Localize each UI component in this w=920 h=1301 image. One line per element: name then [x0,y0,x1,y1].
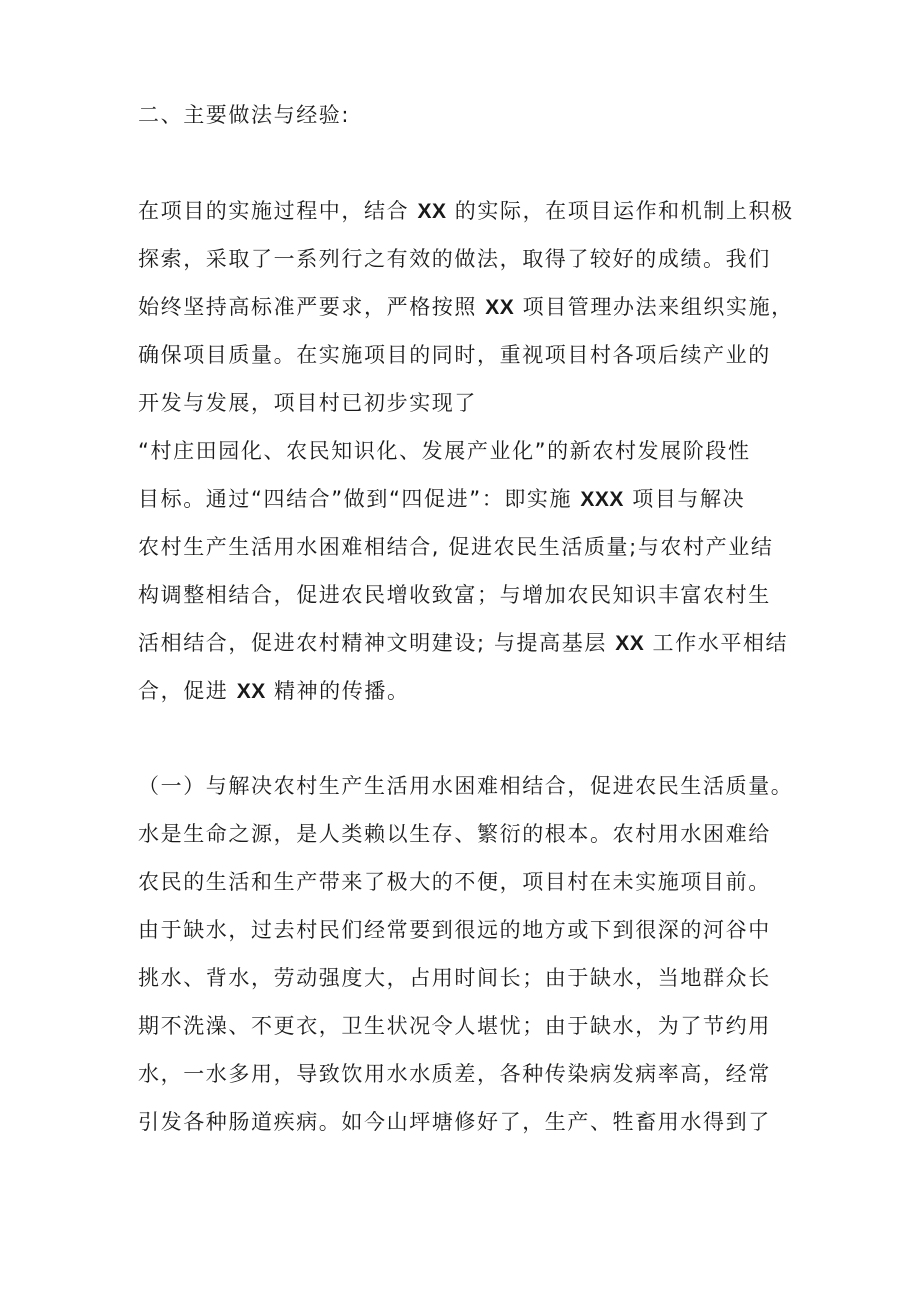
text-line: “村庄田园化、农民知识化、发展产业化”的新农村发展阶段性 [138,439,751,463]
section-heading: 二、主要做法与经验: [138,103,351,127]
text-line: 引发各种肠道疾病。如今山坪塘修好了，生产、牲畜用水得到了 [138,1110,771,1134]
text-line: 目标。通过“四结合”做到“四促进”：即实施 XXX 项目与解决 [138,487,746,511]
text-line: 水，一水多用，导致饮用水水质差，各种传染病发病率高，经常 [138,1062,771,1086]
text-line: 活相结合，促进农村精神文明建设; 与提高基层 XX 工作水平相结 [138,631,789,655]
text-line: 期不洗澡、不更衣，卫生状况令人堪忧；由于缺水，为了节约用 [138,1014,771,1038]
text-line: 构调整相结合，促进农民增收致富；与增加农民知识丰富农村生 [138,583,771,607]
text-line: 水是生命之源，是人类赖以生存、繁衍的根本。农村用水困难给 [138,822,771,846]
text-line: 始终坚持高标准严要求，严格按照 XX 项目管理办法来组织实施， [138,295,794,319]
text-line: 农民的生活和生产带来了极大的不便，项目村在未实施项目前。 [138,870,771,894]
text-line: 由于缺水，过去村民们经常要到很远的地方或下到很深的河谷中 [138,918,771,942]
text-line: 挑水、背水，劳动强度大，占用时间长；由于缺水，当地群众长 [138,966,771,990]
text-line: 在项目的实施过程中，结合 XX 的实际，在项目运作和机制上积极 [138,199,794,223]
text-line: 确保项目质量。在实施项目的同时，重视项目村各项后续产业的 [138,343,771,367]
text-line: 农村生产生活用水困难相结合, 促进农民生活质量;与农村产业结 [138,535,774,559]
text-line: 合，促进 XX 精神的传播。 [138,679,410,703]
text-line: 探索，采取了一系列行之有效的做法，取得了较好的成绩。我们 [138,247,771,271]
subsection-heading-line: （一）与解决农村生产生活用水困难相结合，促进农民生活质量。 [138,774,794,798]
text-line: 开发与发展，项目村已初步实现了 [138,391,477,415]
